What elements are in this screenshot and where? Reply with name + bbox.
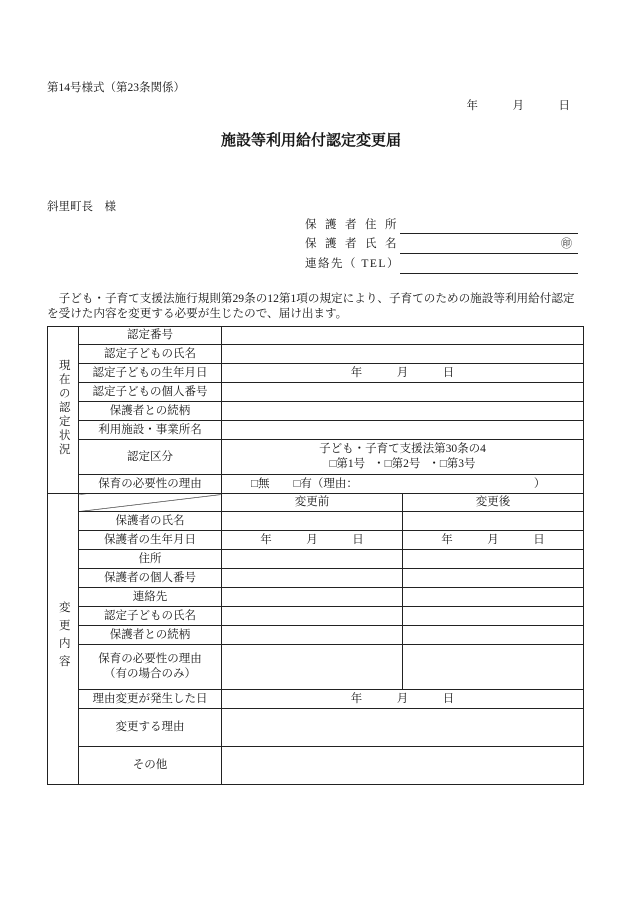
- guardian-birthdate-change-label: 保護者の生年月日: [79, 531, 222, 550]
- table-row: [48, 626, 584, 645]
- necessity-reason-before-field[interactable]: [222, 645, 403, 690]
- guardian-name-field[interactable]: [400, 239, 578, 254]
- certification-change-table: [47, 326, 584, 785]
- address-change-label: 住所: [79, 550, 222, 569]
- table-row: [48, 440, 584, 475]
- guardian-name-change-label: 保護者の氏名: [79, 512, 222, 531]
- guardian-address-label: 保護者住所: [305, 219, 405, 231]
- change-date-label: 理由変更が発生した日: [79, 690, 222, 709]
- child-name-after-field[interactable]: [403, 607, 584, 626]
- certification-number-field[interactable]: [222, 327, 584, 345]
- table-row: [48, 364, 584, 383]
- necessity-reason-change-label-cell: [79, 645, 222, 690]
- submission-date[interactable]: 年 月 日: [466, 100, 570, 112]
- after-change-header: 変更後: [403, 494, 584, 512]
- contact-tel-field[interactable]: [400, 259, 578, 274]
- child-birthdate-label: 認定子どもの生年月日: [79, 364, 222, 383]
- guardian-name-before-field[interactable]: [222, 512, 403, 531]
- category-separator: ・: [373, 458, 385, 470]
- change-details-side-cell: [48, 494, 79, 785]
- other-label: その他: [79, 747, 222, 785]
- necessity-reason-after-field[interactable]: [403, 645, 584, 690]
- category-separator: ・: [428, 458, 440, 470]
- contact-after-field[interactable]: [403, 588, 584, 607]
- table-row: [48, 607, 584, 626]
- certification-legal-basis: 子ども・子育て支援法第30条の4: [319, 443, 486, 455]
- certification-category-label: 認定区分: [79, 440, 222, 475]
- seal-mark-icon: ㊞: [561, 238, 572, 250]
- change-details-section-label: 変更内容: [57, 601, 70, 673]
- child-id-number-label: 認定子どもの個人番号: [79, 383, 222, 402]
- table-row: [48, 588, 584, 607]
- child-birthdate-field[interactable]: [222, 364, 584, 383]
- table-row: [48, 569, 584, 588]
- child-birthdate-date-text: 年 月 日: [350, 366, 455, 379]
- table-row: [48, 690, 584, 709]
- guardian-name-label: 保護者氏名: [305, 238, 405, 250]
- current-status-side-cell: [48, 327, 79, 494]
- guardian-birthdate-after-date-text: 年 月 日: [441, 533, 545, 546]
- table-row: [48, 494, 584, 512]
- childcare-necessity-label: 保育の必要性の理由: [79, 475, 222, 494]
- guardian-birthdate-after-field[interactable]: [403, 531, 584, 550]
- contact-tel-label: 連絡先（ TEL）: [305, 258, 400, 270]
- childcare-necessity-cell: [222, 475, 584, 494]
- relationship-label: 保護者との続柄: [79, 402, 222, 421]
- guardian-birthdate-before-date-text: 年 月 日: [260, 533, 364, 546]
- certification-number-label: 認定番号: [79, 327, 222, 345]
- contact-before-field[interactable]: [222, 588, 403, 607]
- table-row: [48, 747, 584, 785]
- table-row: [48, 645, 584, 690]
- table-row: [48, 475, 584, 494]
- category-2-checkbox[interactable]: □第2号: [384, 458, 421, 470]
- form-number: 第14号様式（第23条関係）: [47, 82, 185, 94]
- other-field[interactable]: [222, 747, 584, 785]
- child-name-change-label: 認定子どもの氏名: [79, 607, 222, 626]
- necessity-reason-change-sublabel: （有の場合のみ）: [104, 668, 196, 680]
- header-diagonal-cell: [79, 494, 222, 512]
- category-1-checkbox[interactable]: □第1号: [329, 458, 366, 470]
- child-id-number-field[interactable]: [222, 383, 584, 402]
- certification-category-options: [222, 457, 583, 472]
- current-status-section-label: 現在の認定状況: [57, 359, 70, 457]
- before-change-header: 変更前: [222, 494, 403, 512]
- page-title: 施設等利用給付認定変更届: [220, 133, 401, 149]
- address-after-field[interactable]: [403, 550, 584, 569]
- relationship-field[interactable]: [222, 402, 584, 421]
- table-row: [48, 402, 584, 421]
- guardian-id-number-after-field[interactable]: [403, 569, 584, 588]
- relationship-before-field[interactable]: [222, 626, 403, 645]
- necessity-reason-field[interactable]: [358, 478, 534, 491]
- necessity-reason-close-paren: ）: [533, 477, 546, 490]
- table-row: [48, 512, 584, 531]
- category-3-checkbox[interactable]: □第3号: [439, 458, 476, 470]
- table-row: [48, 345, 584, 364]
- change-reason-field[interactable]: [222, 709, 584, 747]
- relationship-change-label: 保護者との続柄: [79, 626, 222, 645]
- facility-name-label: 利用施設・事業所名: [79, 421, 222, 440]
- table-row: [48, 383, 584, 402]
- guardian-address-field[interactable]: [400, 219, 578, 234]
- addressee: 斜里町長 様: [47, 201, 116, 213]
- change-date-field[interactable]: [222, 690, 584, 709]
- table-row: [48, 550, 584, 569]
- certification-category-cell: [222, 440, 584, 475]
- table-row: [48, 327, 584, 345]
- relationship-after-field[interactable]: [403, 626, 584, 645]
- change-reason-label: 変更する理由: [79, 709, 222, 747]
- guardian-name-after-field[interactable]: [403, 512, 584, 531]
- table-row: [48, 421, 584, 440]
- necessity-yes-checkbox[interactable]: □有（理由：: [293, 477, 358, 490]
- necessity-none-checkbox[interactable]: □無: [251, 477, 270, 490]
- table-row: [48, 531, 584, 550]
- contact-change-label: 連絡先: [79, 588, 222, 607]
- child-name-field[interactable]: [222, 345, 584, 364]
- address-before-field[interactable]: [222, 550, 403, 569]
- statement-line-2: を受けた内容を変更する必要が生じたので、届け出ます。: [47, 307, 348, 320]
- necessity-reason-change-label: 保育の必要性の理由: [98, 653, 202, 665]
- child-name-before-field[interactable]: [222, 607, 403, 626]
- guardian-id-number-before-field[interactable]: [222, 569, 403, 588]
- table-row: [48, 709, 584, 747]
- child-name-label: 認定子どもの氏名: [79, 345, 222, 364]
- guardian-birthdate-before-field[interactable]: [222, 531, 403, 550]
- statement-line-1: 子ども・子育て支援法施行規則第29条の12第1項の規定により、子育てのための施設等利用給付認定: [47, 292, 575, 305]
- change-date-date-text: 年 月 日: [350, 692, 455, 705]
- guardian-id-number-change-label: 保護者の個人番号: [79, 569, 222, 588]
- facility-name-field[interactable]: [222, 421, 584, 440]
